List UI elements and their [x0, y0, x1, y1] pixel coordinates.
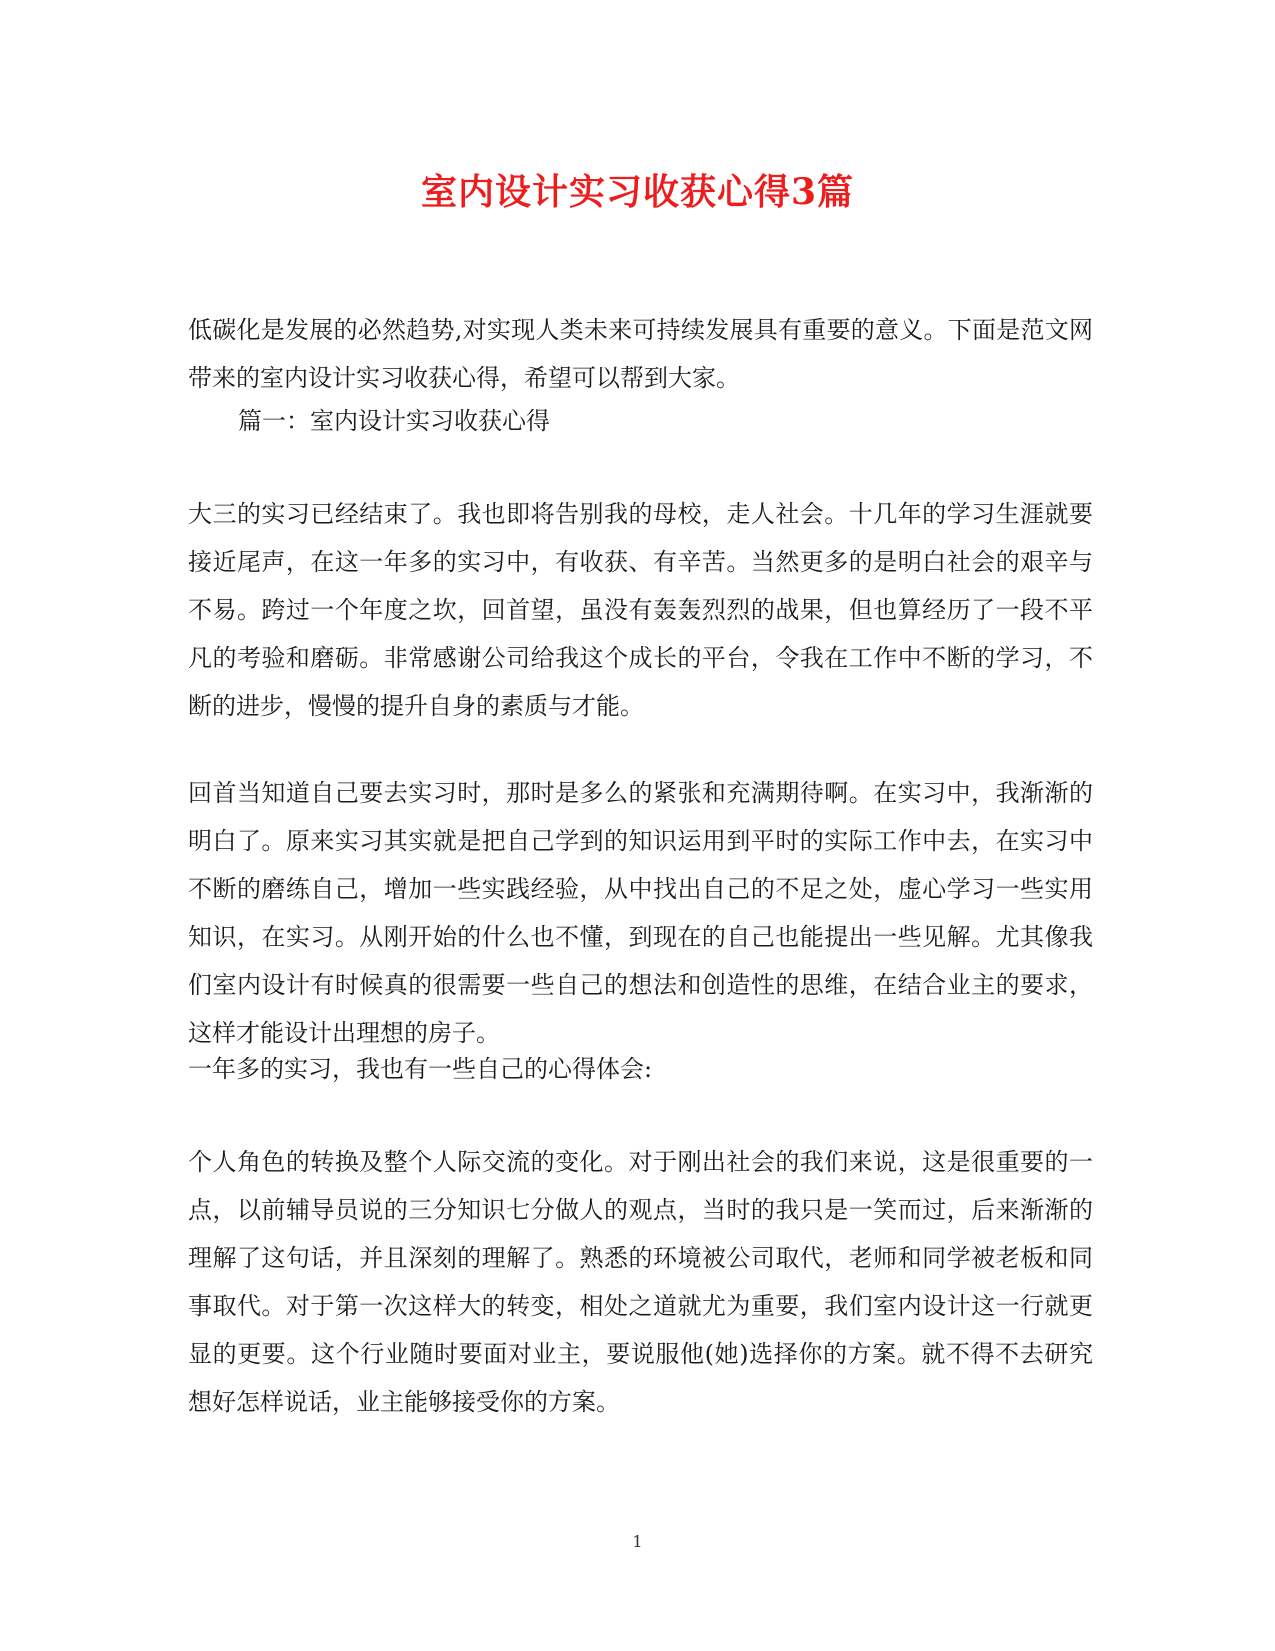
- body-paragraph-4: 个人角色的转换及整个人际交流的变化。对于刚出社会的我们来说，这是很重要的一点，以前辅导员说的三分知识七分做人的观点，当时的我只是一笑而过，后来渐渐的理解了这句话，并且深刻的理解了。熟悉的环境被公司取代，老师和同学被老板和同事取代。对于第一次这样大的转变，相处之道就尤为重要，我们室内设计这一行就更显的更要。这个行业随时要面对业主，要说服他(她)选择你的方案。就不得不去研究想好怎样说话，业主能够接受你的方案。: [188, 1148, 1093, 1416]
- body-paragraph-2: 回首当知道自己要去实习时，那时是多么的紧张和充满期待啊。在实习中，我渐渐的明白了。原来实习其实就是把自己学到的知识运用到平时的实际工作中去，在实习中不断的磨练自己，增加一些实践经验，从中找出自己的不足之处，虚心学习一些实用知识，在实习。从刚开始的什么也不懂，到现在的自己也能提出一些见解。尤其像我们室内设计有时候真的很需要一些自己的想法和创造性的思维，在结合业主的要求，这样才能设计出理想的房子。: [188, 779, 1093, 1047]
- body-paragraph-1: 大三的实习已经结束了。我也即将告别我的母校，走人社会。十几年的学习生涯就要接近尾声，在这一年多的实习中，有收获、有辛苦。当然更多的是明白社会的艰辛与不易。跨过一个年度之坎，回首望，虽没有轰轰烈烈的战果，但也算经历了一段不平凡的考验和磨砺。非常感谢公司给我这个成长的平台，令我在工作中不断的学习，不断的进步，慢慢的提升自身的素质与才能。: [188, 500, 1093, 720]
- section-heading: 篇一：室内设计实习收获心得: [238, 407, 550, 435]
- intro-paragraph: 低碳化是发展的必然趋势,对实现人类未来可持续发展具有重要的意义。下面是范文网带来的室内设计实习收获心得，希望可以帮到大家。: [188, 316, 1093, 392]
- body-paragraph-3: 一年多的实习，我也有一些自己的心得体会:: [188, 1055, 653, 1083]
- document-title: 室内设计实习收获心得3篇: [420, 171, 855, 213]
- page-number: 1: [632, 1532, 643, 1551]
